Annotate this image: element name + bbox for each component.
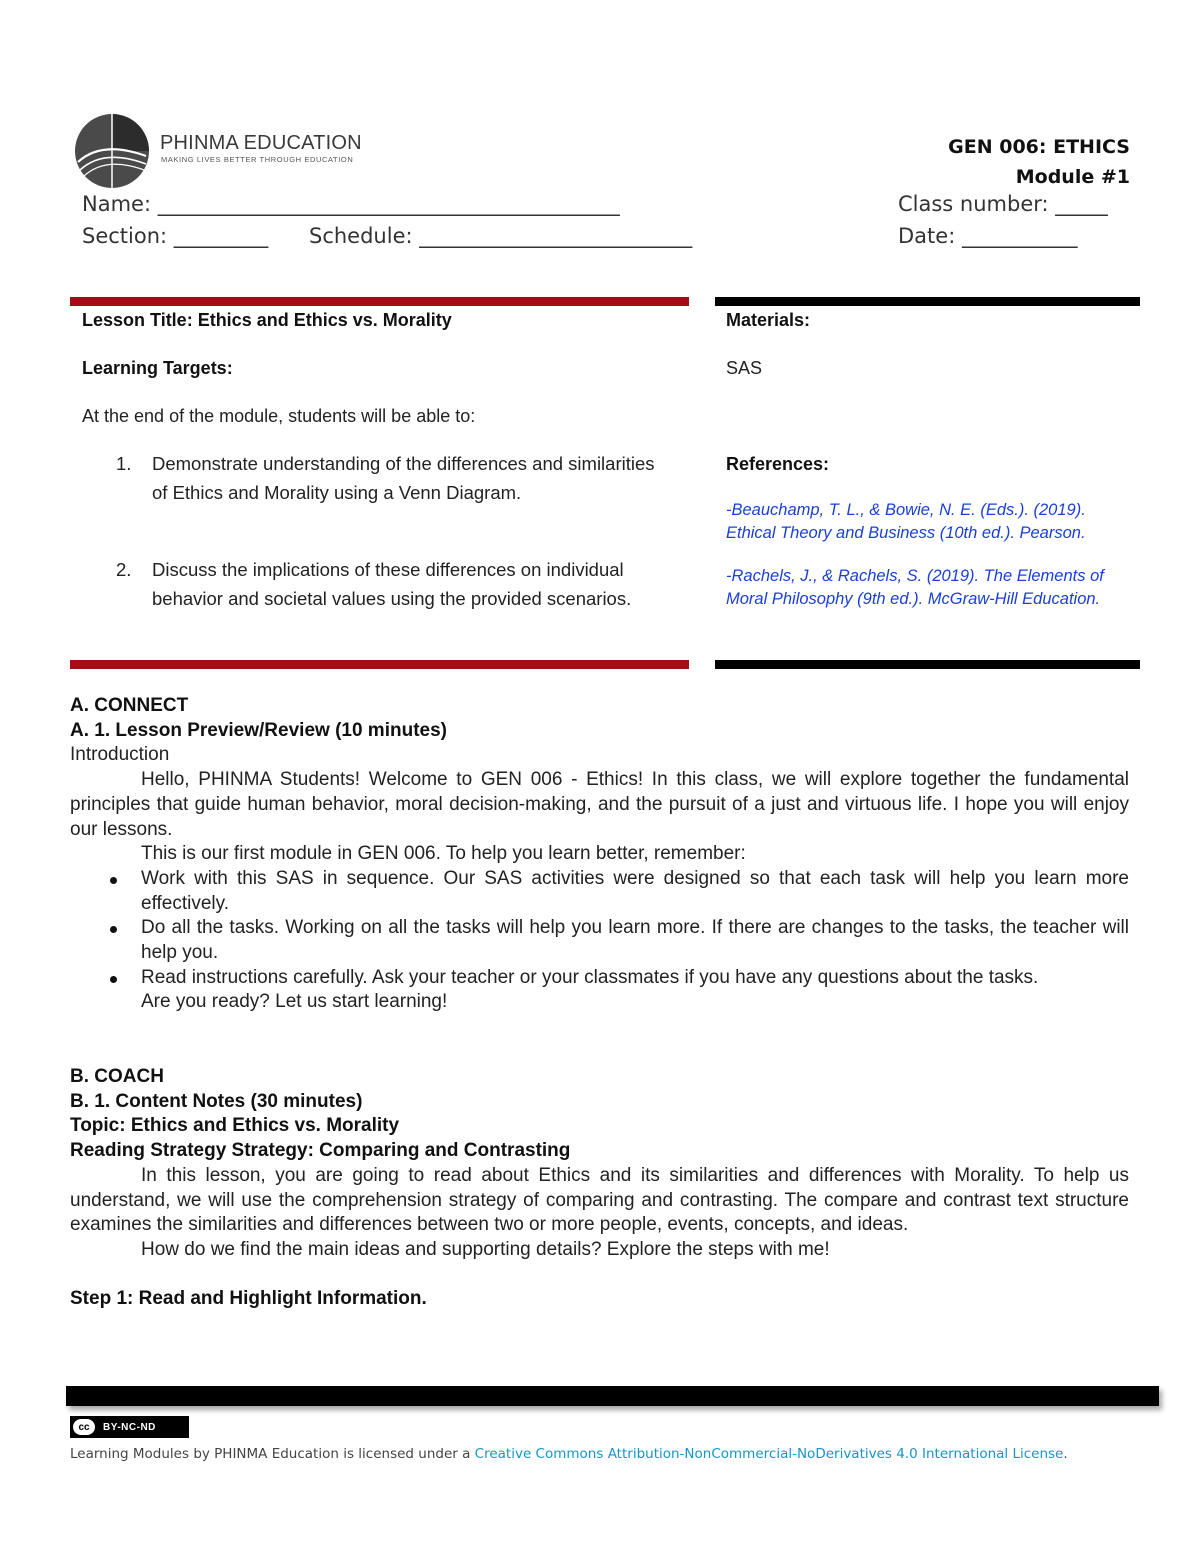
section-field[interactable]: Section: _________ [82,224,269,248]
license-prefix: Learning Modules by PHINMA Education is licensed under a [70,1446,475,1462]
materials-value: SAS [726,358,763,378]
course-code: GEN 006: ETHICS [948,136,1130,158]
materials-top-bar [715,297,1140,306]
class-number-field[interactable]: Class number: _____ [898,192,1108,216]
footer-bar [66,1386,1159,1406]
materials-bottom-bar [715,660,1140,669]
bullet-dot-icon [110,976,117,983]
cc-license-badge[interactable] [70,1416,189,1438]
logo-tagline: MAKING LIVES BETTER THROUGH EDUCATION [161,155,354,164]
welcome-paragraph: Hello, PHINMA Students! Welcome to GEN 006 - Ethics! In this class, we will explore together the fundamental principles that guide human behavior, moral decision-making, and the pursuit of a just and virtuous life. I hope you will enjoy our lessons. [70,769,1129,840]
name-field[interactable]: Name: ____________________________________________ [82,192,620,216]
materials-heading: Materials: [726,310,811,330]
targets-intro: At the end of the module, students will be able to: [82,406,476,426]
reference-1: -Beauchamp, T. L., & Bowie, N. E. (Eds.). (2019). Ethical Theory and Business (10th ed.). Pearson. [726,501,1086,542]
lesson-title: Lesson Title: Ethics and Ethics vs. Morality [82,310,452,330]
reference-2: -Rachels, J., & Rachels, S. (2019). The Elements of Moral Philosophy (9th ed.). McGraw-Hill Education. [726,567,1104,608]
bullet-text: Do all the tasks. Working on all the tasks will help you learn more. If there are changes to the tasks, the teacher will help you. [141,917,1129,964]
schedule-field[interactable]: Schedule: __________________________ [309,224,693,248]
bullet-text: Read instructions carefully. Ask your teacher or your classmates if you have any questions about the tasks. [141,966,1039,988]
bullet-item [70,916,1129,965]
target-text: Discuss the implications of these differences on individual behavior and societal values using the provided scenarios. [152,559,632,609]
references-heading: References: [726,454,830,474]
lesson-top-bar [70,297,689,306]
bullet-item [70,966,1129,991]
target-text: Demonstrate understanding of the differences and similarities of Ethics and Morality using a Venn Diagram. [152,453,655,503]
closing-line: Are you ready? Let us start learning! [141,991,448,1013]
connect-subheading: A. 1. Lesson Preview/Review (10 minutes) [70,719,447,741]
lesson-bottom-bar [70,660,689,669]
phinma-logo-mark-icon [72,112,162,190]
connect-section [70,694,1129,1015]
reminder-paragraph: This is our first module in GEN 006. To help you learn better, remember: [141,843,746,865]
course-header [948,132,1130,192]
date-field[interactable]: Date: ___________ [898,224,1078,248]
step-1-heading: Step 1: Read and Highlight Information. [70,1288,427,1310]
lesson-paragraph: In this lesson, you are going to read about Ethics and its similarities and differences with Morality. To help us understand, we will use the comprehension strategy of comparing and contrasting. The compare and contrast text structure examines the similarities and differences between two or more people, events, concepts, and ideas. [70,1164,1129,1236]
topic-heading: Topic: Ethics and Ethics vs. Morality [70,1115,400,1137]
connect-heading: A. CONNECT [70,695,189,716]
coach-heading: B. COACH [70,1066,164,1087]
cc-icon: cc [73,1419,95,1435]
coach-subheading: B. 1. Content Notes (30 minutes) [70,1090,363,1112]
module-number: Module #1 [1015,166,1130,188]
introduction-label: Introduction [70,744,170,766]
strategy-heading: Reading Strategy Strategy: Comparing and Contrasting [70,1140,571,1162]
explore-paragraph: How do we find the main ideas and supporting details? Explore the steps with me! [141,1238,830,1260]
bullet-dot-icon [110,926,117,933]
target-item-2 [116,556,656,613]
target-item-1 [116,450,656,507]
target-number: 2. [116,559,132,580]
learning-targets-heading: Learning Targets: [82,358,233,378]
bullet-item [70,867,1129,916]
logo-name: PHINMA EDUCATION [160,132,362,154]
license-text [70,1443,1140,1465]
license-suffix: . [1063,1446,1068,1462]
cc-badge-label: BY-NC-ND [103,1421,156,1433]
target-number: 1. [116,453,132,474]
coach-section [70,1065,1129,1312]
bullet-dot-icon [110,877,117,884]
license-link[interactable]: Creative Commons Attribution-NonCommercial-NoDerivatives 4.0 International License [474,1446,1064,1462]
bullet-text: Work with this SAS in sequence. Our SAS activities were designed so that each task will help you learn more effectively. [141,867,1129,914]
